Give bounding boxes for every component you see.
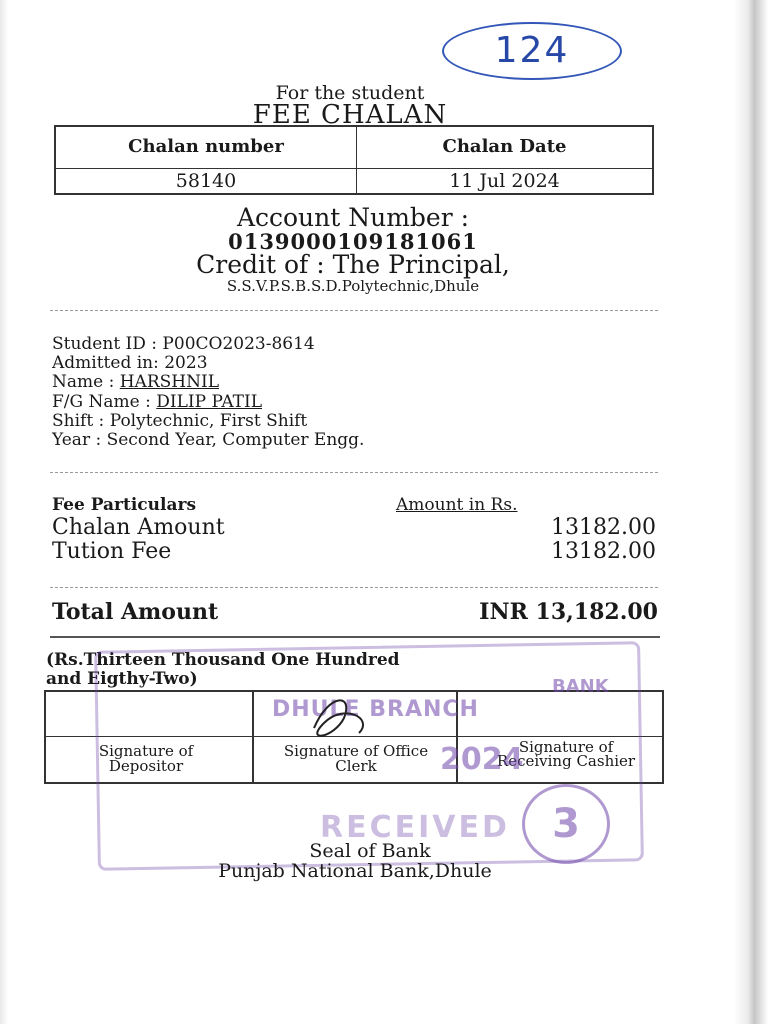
chalan-table — [54, 125, 654, 195]
student-id: Student ID : P00CO2023-8614 — [52, 334, 315, 354]
seal-of-bank: Seal of Bank — [309, 840, 431, 862]
shift: Shift : Polytechnic, First Shift — [52, 411, 308, 431]
divider — [50, 310, 658, 311]
fg-name — [52, 392, 262, 412]
amount-in-words-2: and Eigthy-Two) — [46, 669, 198, 689]
total-amount-value: INR 13,182.00 — [479, 599, 658, 625]
chalan-number-label: Chalan number — [55, 126, 357, 168]
chalan-date-value: 11 Jul 2024 — [357, 168, 654, 194]
name-label: Name : — [52, 372, 115, 392]
stamp-received: RECEIVED — [320, 810, 510, 845]
fg-value: DILIP PATIL — [156, 392, 263, 412]
amount-in-words-1: (Rs.Thirteen Thousand One Hundred — [46, 650, 400, 670]
amount-label: Amount in Rs. — [396, 495, 518, 515]
divider — [50, 587, 658, 588]
fee-item-name: Chalan Amount — [52, 515, 225, 540]
stamp-circle-number: 3 — [522, 784, 610, 864]
total-amount-label: Total Amount — [52, 599, 219, 625]
fg-label: F/G Name : — [52, 392, 151, 412]
chalan-date-label: Chalan Date — [357, 126, 654, 168]
paper-left-edge — [0, 0, 8, 1024]
student-name — [52, 372, 219, 392]
divider — [50, 636, 660, 638]
chalan-number-value: 58140 — [55, 168, 357, 194]
office-clerk-signature-label: Signature of Office Clerk — [283, 742, 429, 775]
divider — [50, 472, 658, 473]
credit-of: Credit of : The Principal, — [196, 250, 510, 279]
bank-name: Punjab National Bank,Dhule — [218, 860, 492, 882]
fee-item-amount: 13182.00 — [551, 515, 656, 540]
cashier-signature-label: Signature of Receiving Cashier — [496, 738, 636, 770]
year: Year : Second Year, Computer Engg. — [52, 430, 365, 450]
handwritten-number: 124 — [442, 22, 622, 80]
account-number: 0139000109181061 — [228, 229, 478, 254]
institution-name: S.S.V.P.S.B.S.D.Polytechnic,Dhule — [226, 277, 480, 295]
fee-particulars-label: Fee Particulars — [52, 495, 197, 515]
stamp-bank-text: BANK — [552, 676, 609, 697]
stamp-year: 2024 — [440, 742, 524, 777]
fee-item-name: Tution Fee — [52, 539, 172, 564]
depositor-signature-label: Signature of Depositor — [98, 742, 194, 775]
admitted-in: Admitted in: 2023 — [52, 353, 208, 373]
for-the-student: For the student — [275, 82, 425, 104]
fee-item-amount: 13182.00 — [551, 539, 656, 564]
name-value: HARSHNIL — [119, 372, 219, 392]
clerk-signature-scribble — [284, 688, 394, 748]
stamp-branch-text: DHULE BRANCH — [272, 697, 479, 722]
fee-chalan-title: FEE CHALAN — [252, 100, 448, 130]
paper-right-edge — [734, 0, 768, 1024]
account-number-label: Account Number : — [236, 203, 470, 232]
